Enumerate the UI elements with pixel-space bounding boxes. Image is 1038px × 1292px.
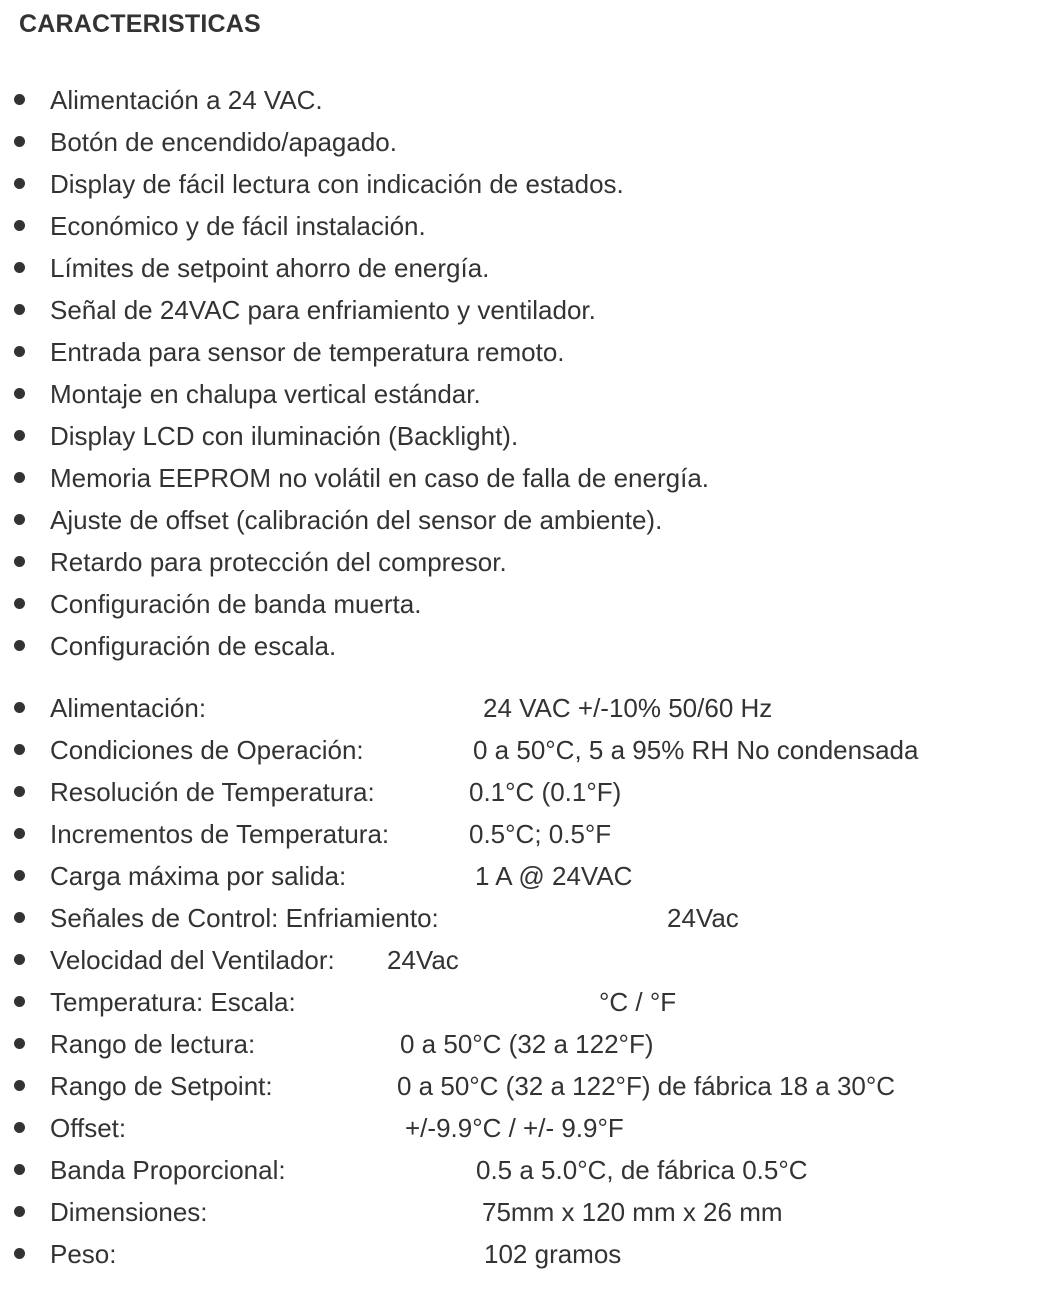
- spec-item: [0, 939, 1038, 981]
- spec-item: [0, 1023, 1038, 1065]
- features-list: [0, 79, 1038, 667]
- bullet-icon: [14, 912, 25, 923]
- spec-value: 24Vac: [667, 903, 739, 933]
- bullet-icon: [14, 472, 25, 483]
- bullet-icon: [14, 136, 25, 147]
- bullet-icon: [14, 598, 25, 609]
- spec-item: [0, 1191, 1038, 1233]
- feature-text: Botón de encendido/apagado.: [50, 127, 397, 157]
- spec-item: [0, 1065, 1038, 1107]
- bullet-icon: [14, 1122, 25, 1133]
- feature-item: [0, 247, 1038, 289]
- spec-item: [0, 1149, 1038, 1191]
- feature-text: Alimentación a 24 VAC.: [50, 85, 323, 115]
- feature-text: Memoria EEPROM no volátil en caso de falla de energía.: [50, 463, 710, 493]
- spec-item: [0, 897, 1038, 939]
- spec-label: Rango de lectura:: [50, 1029, 256, 1059]
- spec-label: Temperatura: Escala:: [50, 987, 296, 1017]
- feature-item: [0, 541, 1038, 583]
- feature-text: Display LCD con iluminación (Backlight).: [50, 421, 519, 451]
- bullet-icon: [14, 996, 25, 1007]
- spec-value: 24Vac: [387, 945, 459, 975]
- bullet-icon: [14, 744, 25, 755]
- spec-item: [0, 1233, 1038, 1275]
- feature-item: [0, 163, 1038, 205]
- spec-label: Señales de Control: Enfriamiento:: [50, 903, 439, 933]
- bullet-icon: [14, 220, 25, 231]
- feature-text: Display de fácil lectura con indicación de estados.: [50, 169, 624, 199]
- bullet-icon: [14, 1038, 25, 1049]
- spec-value: 0.5°C; 0.5°F: [469, 819, 612, 849]
- bullet-icon: [14, 828, 25, 839]
- bullet-icon: [14, 1164, 25, 1175]
- spec-value: °C / °F: [599, 987, 677, 1017]
- spec-item: [0, 981, 1038, 1023]
- bullet-icon: [14, 1080, 25, 1091]
- bullet-icon: [14, 178, 25, 189]
- spec-item: [0, 771, 1038, 813]
- bullet-icon: [14, 1248, 25, 1259]
- bullet-icon: [14, 1206, 25, 1217]
- spec-item: [0, 813, 1038, 855]
- feature-item: [0, 583, 1038, 625]
- spec-item: [0, 1107, 1038, 1149]
- feature-item: [0, 625, 1038, 667]
- bullet-icon: [14, 514, 25, 525]
- spec-label: Alimentación:: [50, 693, 207, 723]
- spec-value: 0 a 50°C (32 a 122°F) de fábrica 18 a 30°C: [397, 1071, 896, 1101]
- feature-text: Límites de setpoint ahorro de energía.: [50, 253, 490, 283]
- spec-label: Incrementos de Temperatura:: [50, 819, 390, 849]
- spec-item: [0, 729, 1038, 771]
- bullet-icon: [14, 786, 25, 797]
- spec-label: Condiciones de Operación:: [50, 735, 364, 765]
- bullet-icon: [14, 430, 25, 441]
- feature-item: [0, 499, 1038, 541]
- feature-item: [0, 79, 1038, 121]
- feature-item: [0, 205, 1038, 247]
- feature-item: [0, 373, 1038, 415]
- feature-text: Entrada para sensor de temperatura remoto.: [50, 337, 565, 367]
- feature-text: Señal de 24VAC para enfriamiento y ventilador.: [50, 295, 596, 325]
- feature-text: Configuración de banda muerta.: [50, 589, 422, 619]
- bullet-icon: [14, 346, 25, 357]
- feature-item: [0, 457, 1038, 499]
- feature-text: Configuración de escala.: [50, 631, 337, 661]
- spec-label: Carga máxima por salida:: [50, 861, 347, 891]
- feature-text: Retardo para protección del compresor.: [50, 547, 507, 577]
- feature-text: Montaje en chalupa vertical estándar.: [50, 379, 481, 409]
- bullet-icon: [14, 262, 25, 273]
- spec-value: 0.5 a 5.0°C, de fábrica 0.5°C: [476, 1155, 808, 1185]
- spec-value: 102 gramos: [484, 1239, 622, 1269]
- spec-label: Dimensiones:: [50, 1197, 208, 1227]
- bullet-icon: [14, 702, 25, 713]
- bullet-icon: [14, 304, 25, 315]
- feature-text: Económico y de fácil instalación.: [50, 211, 426, 241]
- bullet-icon: [14, 870, 25, 881]
- feature-item: [0, 415, 1038, 457]
- spec-value: 24 VAC +/-10% 50/60 Hz: [483, 693, 773, 723]
- section-heading: CARACTERISTICAS: [19, 10, 261, 38]
- spec-value: 75mm x 120 mm x 26 mm: [482, 1197, 783, 1227]
- spec-value: 0 a 50°C, 5 a 95% RH No condensada: [473, 735, 919, 765]
- bullet-icon: [14, 954, 25, 965]
- spec-item: [0, 687, 1038, 729]
- feature-item: [0, 331, 1038, 373]
- spec-value: +/-9.9°C / +/- 9.9°F: [405, 1113, 624, 1143]
- bullet-icon: [14, 388, 25, 399]
- feature-item: [0, 289, 1038, 331]
- spec-label: Resolución de Temperatura:: [50, 777, 375, 807]
- bullet-icon: [14, 94, 25, 105]
- spec-value: 0 a 50°C (32 a 122°F): [400, 1029, 654, 1059]
- bullet-icon: [14, 556, 25, 567]
- spec-label: Banda Proporcional:: [50, 1155, 286, 1185]
- specs-list: [0, 687, 1038, 1275]
- spec-label: Peso:: [50, 1239, 117, 1269]
- spec-label: Rango de Setpoint:: [50, 1071, 273, 1101]
- feature-item: [0, 121, 1038, 163]
- spec-value: 1 A @ 24VAC: [475, 861, 633, 891]
- bullet-icon: [14, 640, 25, 651]
- spec-value: 0.1°C (0.1°F): [469, 777, 622, 807]
- spec-item: [0, 855, 1038, 897]
- feature-text: Ajuste de offset (calibración del sensor de ambiente).: [50, 505, 663, 535]
- spec-label: Velocidad del Ventilador:: [50, 945, 335, 975]
- spec-label: Offset:: [50, 1113, 127, 1143]
